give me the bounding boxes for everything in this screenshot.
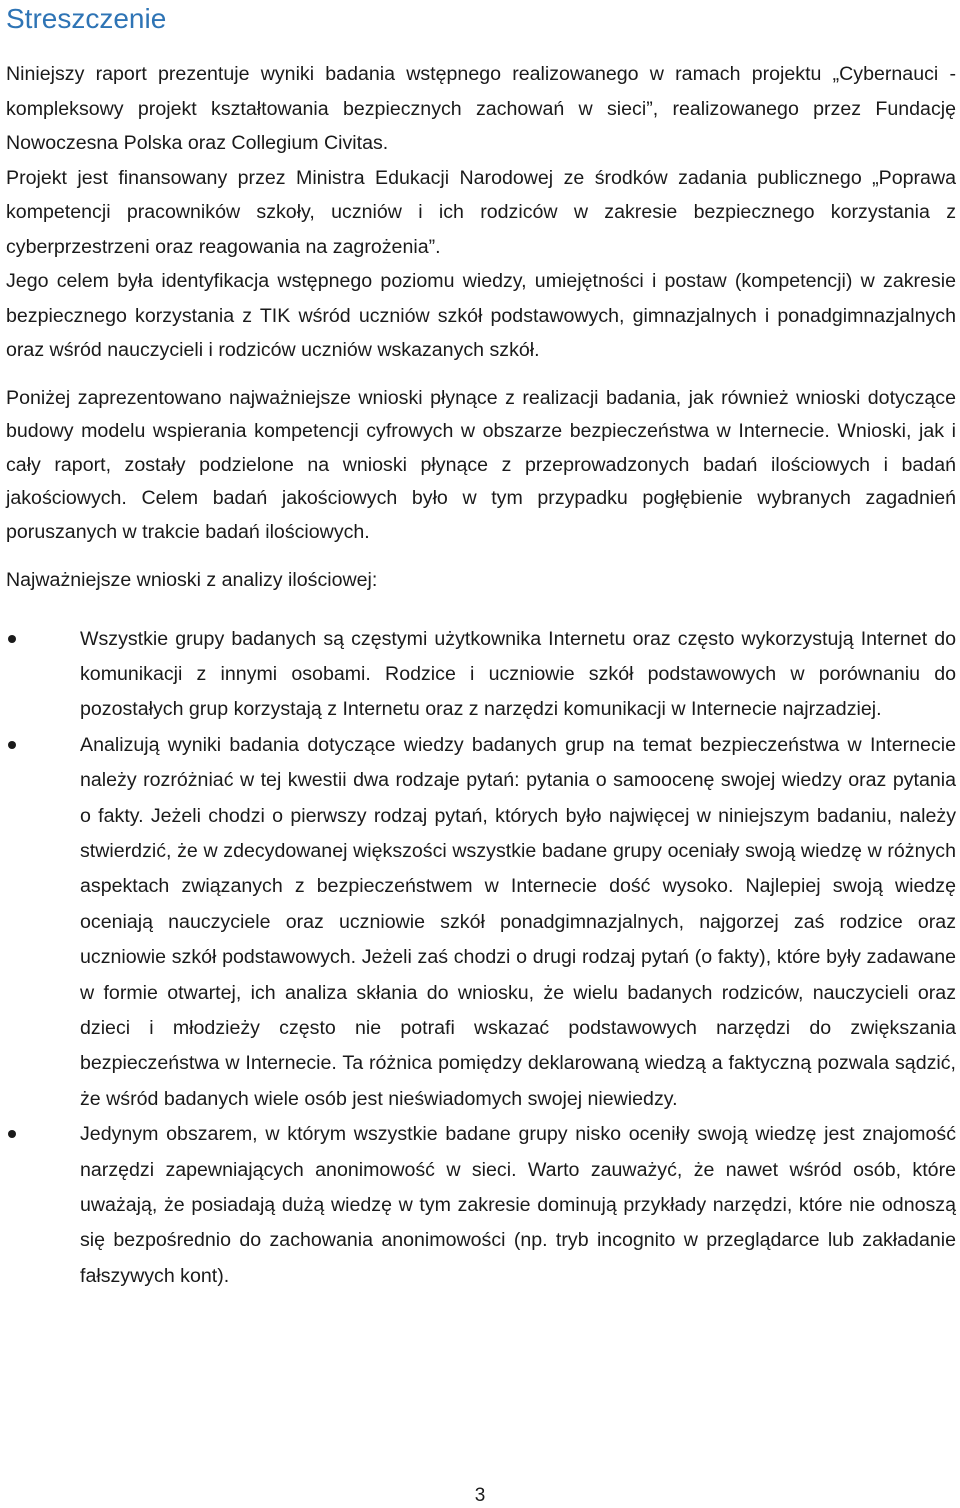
conclusions-intro-paragraph: Poniżej zaprezentowano najważniejsze wnioski płynące z realizacji badania, jak również wnioski dotyczące budowy modelu wspierania kompetencji cyfrowych w obszarze bezpieczeństwa w Internecie. Wnioski, jak i cały raport, zostały podzielone na wnioski płynące z przeprowadzonych badań ilościowych i badań jakościowych. Celem badań jakościowych było w tym przypadku pogłębienie wybranych zagadnień poruszanych w trakcie badań ilościowych. [6,386,956,543]
list-item-text: Wszystkie grupy badanych są częstymi użytkownika Internetu oraz często wykorzystują Internet do komunikacji z innymi osobami. Rodzice i uczniowie szkół podstawowych w porównaniu do pozostałych grup korzystają z Internetu oraz z narzędzi komunikacji w Internecie najrzadziej. [80,627,956,721]
list-item-text: Analizują wyniki badania dotyczące wiedzy badanych grup na temat bezpieczeństwa w Internecie należy rozróżniać w tej kwestii dwa rodzaje pytań: pytania o samoocenę swojej wiedzy oraz pytania o fakty. Jeżeli chodzi o pierwszy rodzaj pytań, których było najwięcej w niniejszym badaniu, należy stwierdzić, że w zdecydowanej większości wszystkie badane grupy oceniały swoją wiedzę w różnych aspektach związanych z bezpieczeństwem w Internecie dość wysoko. Najlepiej swoją wiedzę oceniają nauczyciele oraz uczniowie szkół ponadgimnazjalnych, najgorzej zaś rodzice oraz uczniowie szkół podstawowych. Jeżeli zaś chodzi o drugi rodzaj pytań (o fakty), które były zadawane w formie otwartej, ich analiza skłania do wniosku, że wielu badanych rodziców, nauczycieli oraz dzieci i młodzieży często nie potrafi wskazać podstawowych narzędzi do zwiększania bezpieczeństwa w Internecie. Ta różnica pomiędzy deklarowaną wiedzą a faktyczną pozwala sądzić, że wśród badanych wiele osób jest nieświadomych swojej niewiedzy. [80,733,956,1110]
bullet-icon [8,635,16,643]
page-number: 3 [474,1485,486,1506]
list-item [6,622,956,728]
list-item-text: Jedynym obszarem, w którym wszystkie badane grupy nisko oceniły swoją wiedzę jest znajomość narzędzi zapewniających anonimowość w sieci. Warto zauważyć, że nawet wśród osób, które uważają, że posiadają dużą wiedzę w tym zakresie dominują przykłady narzędzi, które nie odnoszą się bezpośrednio do zachowania anonimowości (np. tryb incognito w przeglądarce lub zakładanie fałszywych kont). [80,1123,956,1287]
section-heading-quantitative: Najważniejsze wnioski z analizy ilościowej: [6,569,378,591]
page-title: Streszczenie [6,3,167,34]
bullet-icon [8,741,16,749]
document-page [6,0,956,1294]
bullet-icon [8,1130,16,1138]
list-item [6,1117,956,1294]
goal-paragraph: Jego celem była identyfikacja wstępnego poziomu wiedzy, umiejętności i postaw (kompetencji) w zakresie bezpiecznego korzystania z TIK wśród uczniów szkół podstawowych, gimnazjalnych i ponadgimnazjalnych oraz wśród nauczycieli i rodziców uczniów wskazanych szkół. [6,270,956,361]
list-item [6,728,956,1117]
funding-paragraph: Projekt jest finansowany przez Ministra Edukacji Narodowej ze środków zadania publicznego „Poprawa kompetencji pracowników szkoły, uczniów i ich rodziców w zakresie bezpiecznego korzystania z cyberprzestrzeni oraz reagowania na zagrożenia”. [6,166,956,258]
intro-paragraph: Niniejszy raport prezentuje wyniki badania wstępnego realizowanego w ramach projektu „Cybernauci - kompleksowy projekt kształtowania bezpiecznych zachowań w sieci”, realizowanego przez Fundację Nowoczesna Polska oraz Collegium Civitas. [6,63,956,154]
conclusions-list [6,622,956,1295]
